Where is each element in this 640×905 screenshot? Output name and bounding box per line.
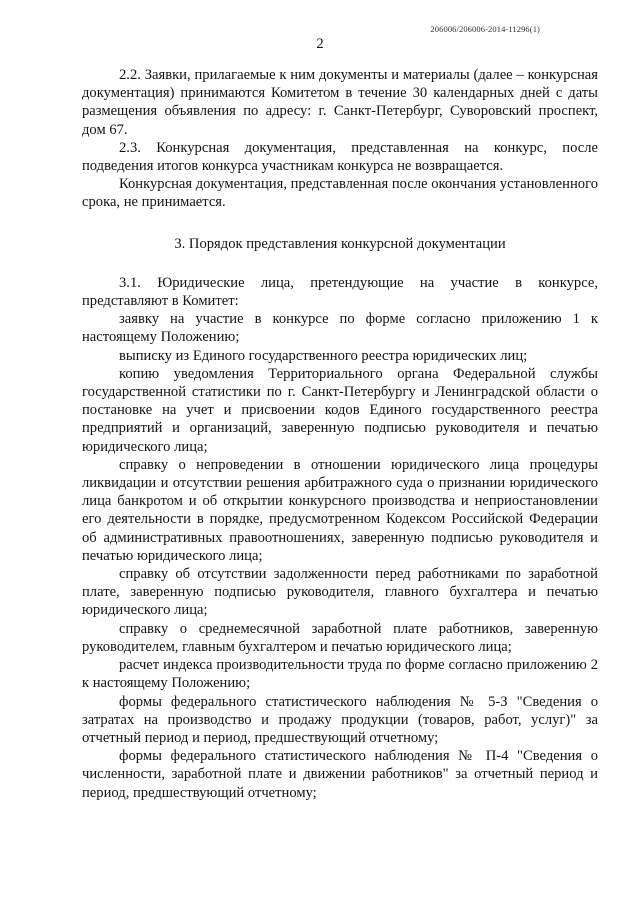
list-item-application: заявку на участие в конкурсе по форме согласно приложению 1 к настоящему Положению;: [82, 311, 598, 346]
list-item-registry-extract: выписку из Единого государственного реестра юридических лиц;: [119, 347, 528, 364]
document-id: 206006/206006-2014-11296(1): [430, 24, 540, 34]
list-item-no-wage-debt-certificate: справку об отсутствии задолженности перед работниками по заработной плате, заверенную подписью руководителя, главного бухгалтера и печатью юридического лица;: [82, 566, 598, 619]
paragraph-late-submission: Конкурсная документация, представленная после окончания установленного срока, не принимается.: [82, 176, 598, 211]
list-item-statistics-notice: копию уведомления Территориального органа Федеральной службы государственной статистики по г. Санкт-Петербургу и Ленинградской области о постановке на учет и присвоении кодов Единого государственного реестра предприятий и организаций, заверенную подписью руководителя и печатью юридического лица;: [82, 365, 598, 455]
list-item-productivity-index: расчет индекса производительности труда по форме согласно приложению 2 к настоящему Положению;: [82, 657, 598, 692]
paragraph-3-1: 3.1. Юридические лица, претендующие на участие в конкурсе, представляют в Комитет:: [82, 274, 598, 310]
list-item-form-p-4: формы федерального статистического наблюдения № П-4 "Сведения о численности, заработной плате и движении работников" за отчетный период и период, предшествующий отчетному;: [82, 748, 598, 801]
list-item-average-wage-certificate: справку о среднемесячной заработной плате работников, заверенную руководителем, главным бухгалтером и печатью юридического лица;: [82, 620, 598, 655]
paragraph-2-3: 2.3. Конкурсная документация, представленная на конкурс, после подведения итогов конкурса участникам конкурса не возвращается.: [82, 139, 598, 175]
list-item-form-5-z: формы федерального статистического наблюдения № 5-З "Сведения о затратах на производство и продажу продукции (товаров, работ, услуг)" за отчетный период и период, предшествующий отчетному;: [82, 693, 598, 746]
document-body: [82, 66, 598, 802]
list-item-no-liquidation-certificate: справку о непроведении в отношении юридического лица процедуры ликвидации и отсутствии решения арбитражного суда о признании юридического лица банкротом и об открытии конкурсного производства и неприостановлении его деятельности в порядке, предусмотренном Кодексом Российской Федерации об административных правоотношениях, заверенную подписью руководителя и печатью юридического лица;: [82, 456, 598, 564]
page-number: 2: [316, 36, 324, 52]
paragraph-2-2: 2.2. Заявки, прилагаемые к ним документы и материалы (далее – конкурсная документация) принимаются Комитетом в течение 30 календарных дней с даты размещения объявления по адресу: г. Санкт-Петербург, Суворовский проспект, дом 67.: [82, 67, 598, 138]
section-heading: 3. Порядок представления конкурсной документации: [174, 235, 506, 252]
